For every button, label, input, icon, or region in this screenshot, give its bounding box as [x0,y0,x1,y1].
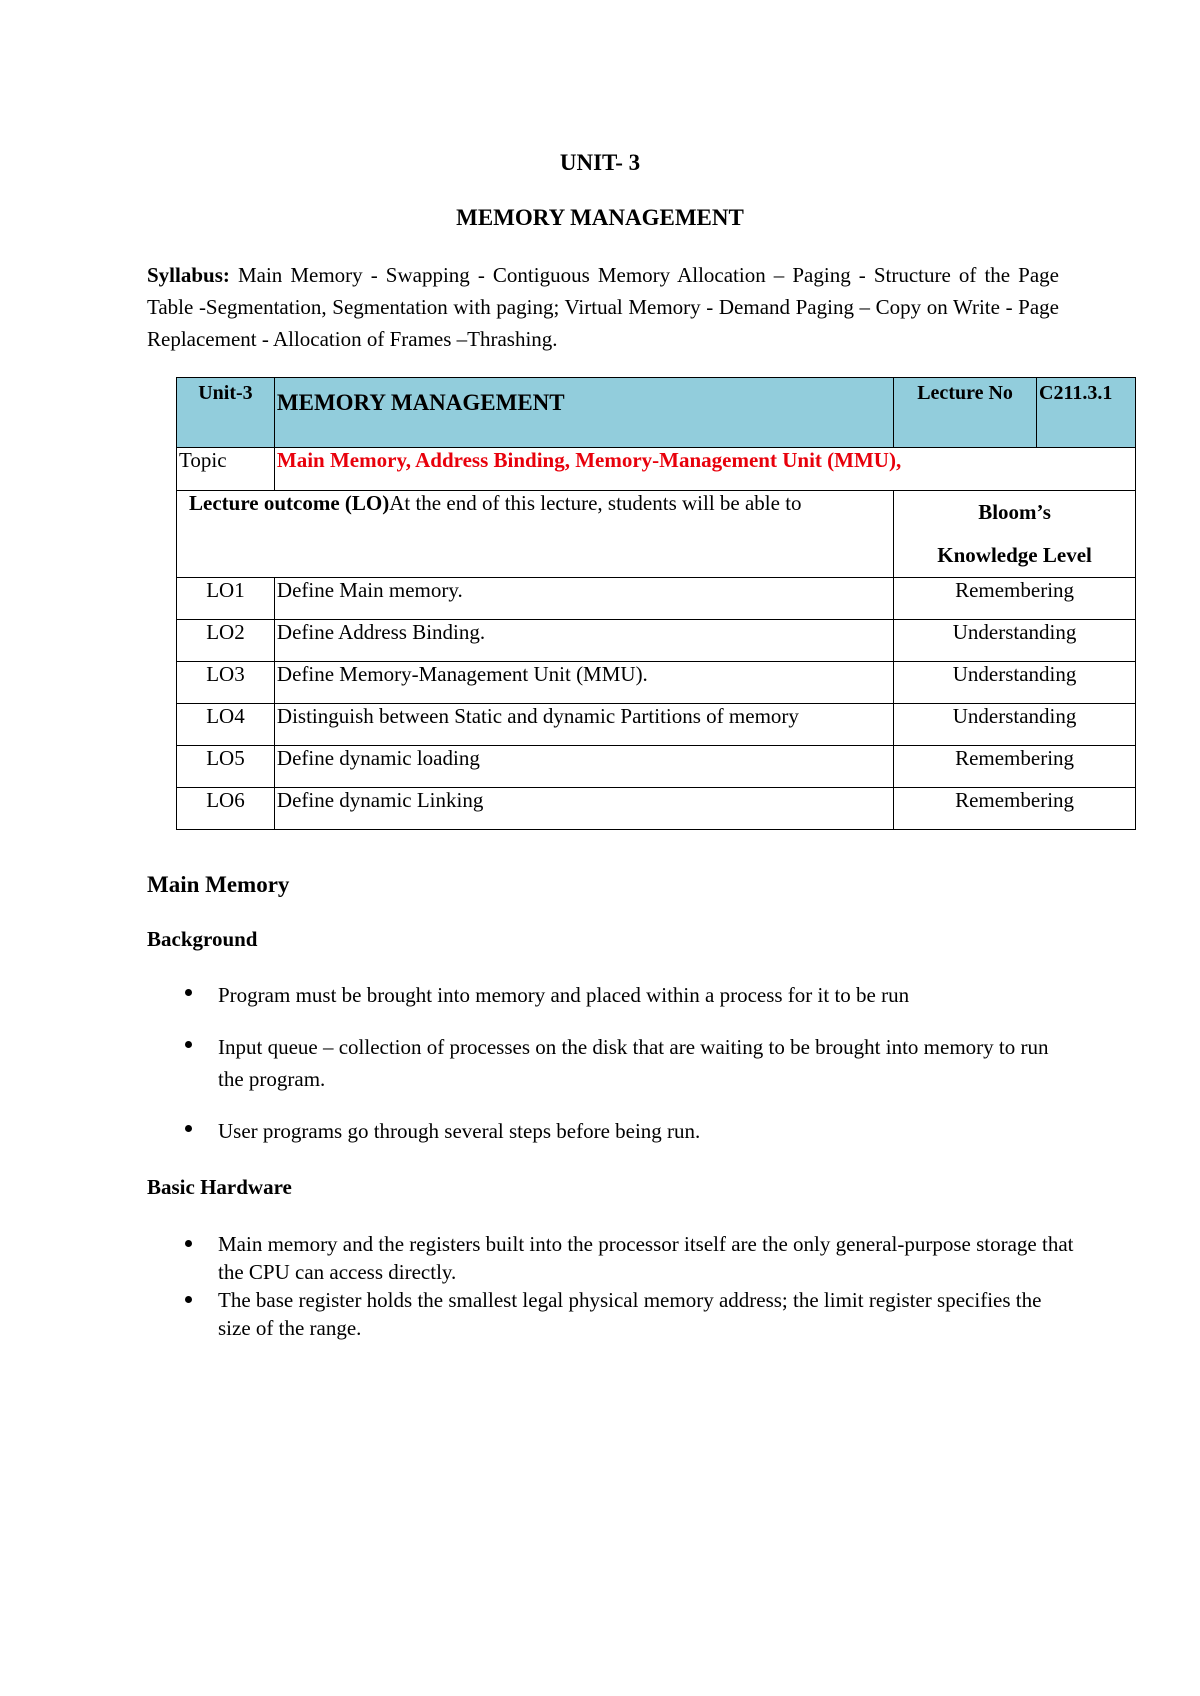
bloom-line1: Bloom’s [978,500,1051,524]
lo-code: LO1 [177,578,275,620]
lo-level: Understanding [894,662,1136,704]
bullet-icon [185,1041,192,1048]
list-item [147,1286,1077,1342]
list-item [147,979,1077,1011]
lo-level: Remembering [894,746,1136,788]
lo-level: Remembering [894,578,1136,620]
lo-header-cell [177,491,894,578]
list-item-text: User programs go through several steps before being run. [218,1119,701,1143]
table-row [177,662,1136,704]
syllabus-label: Syllabus: [147,263,230,287]
lo-intro: At the end of this lecture, students will be able to [389,491,802,515]
table-row [177,704,1136,746]
topic-label: Topic [177,448,275,491]
unit-title: UNIT- 3 [559,150,641,175]
syllabus-text: Main Memory - Swapping - Contiguous Memory Allocation – Paging - Structure of the Page Table -Segmentation, Segmentation with paging; Virtual Memory - Demand Paging – Copy on Write - Page Replacement - Allocation of Frames –Thrashing. [147,263,1059,351]
document-title: MEMORY MANAGEMENT [456,205,744,230]
bullet-icon [185,1296,192,1303]
lecture-no-label: Lecture No [894,378,1037,448]
background-list [147,979,1077,1167]
list-item-text: Input queue – collection of processes on the disk that are waiting to be brought into memory to run the program. [218,1035,1049,1091]
table-row [177,746,1136,788]
main-memory-heading: Main Memory [147,872,290,897]
table-title-cell: MEMORY MANAGEMENT [274,378,893,448]
list-item [147,1230,1077,1286]
list-item-text: Main memory and the registers built into the processor itself are the only general-purpose storage that the CPU can access directly. [218,1232,1074,1284]
list-item-text: Program must be brought into memory and placed within a process for it to be run [218,983,910,1007]
lo-desc: Define Memory-Management Unit (MMU). [274,662,893,704]
hardware-list [147,1230,1077,1342]
lo-code: LO4 [177,704,275,746]
basic-hardware-heading: Basic Hardware [147,1175,292,1199]
lo-desc: Define dynamic Linking [274,788,893,830]
lo-code: LO3 [177,662,275,704]
lo-desc: Define Address Binding. [274,620,893,662]
lo-level: Remembering [894,788,1136,830]
bloom-header-cell [894,491,1136,578]
lo-desc: Distinguish between Static and dynamic Partitions of memory [274,704,893,746]
list-item [147,1115,1077,1147]
list-item [147,1031,1077,1095]
bullet-icon [185,1240,192,1247]
unit-cell: Unit-3 [177,378,275,448]
table-row [177,578,1136,620]
lo-header-row [177,491,1136,578]
lo-code: LO6 [177,788,275,830]
lo-desc: Define Main memory. [274,578,893,620]
table-row [177,620,1136,662]
lo-code: LO5 [177,746,275,788]
lo-level: Understanding [894,704,1136,746]
background-heading: Background [147,927,258,951]
lo-desc: Define dynamic loading [274,746,893,788]
table-header-row [177,378,1136,448]
lo-level: Understanding [894,620,1136,662]
lecture-code-cell: C211.3.1 [1037,378,1136,448]
syllabus-paragraph [147,259,1059,355]
bullet-icon [185,1125,192,1132]
table-row [177,788,1136,830]
lo-code: LO2 [177,620,275,662]
lecture-outcome-table [176,377,1136,830]
topic-row [177,448,1136,491]
lo-label: Lecture outcome (LO) [189,491,390,515]
bullet-icon [185,989,192,996]
topic-value: Main Memory, Address Binding, Memory-Management Unit (MMU), [274,448,1135,491]
bloom-line2: Knowledge Level [937,543,1092,567]
list-item-text: The base register holds the smallest legal physical memory address; the limit register specifies the size of the range. [218,1288,1042,1340]
